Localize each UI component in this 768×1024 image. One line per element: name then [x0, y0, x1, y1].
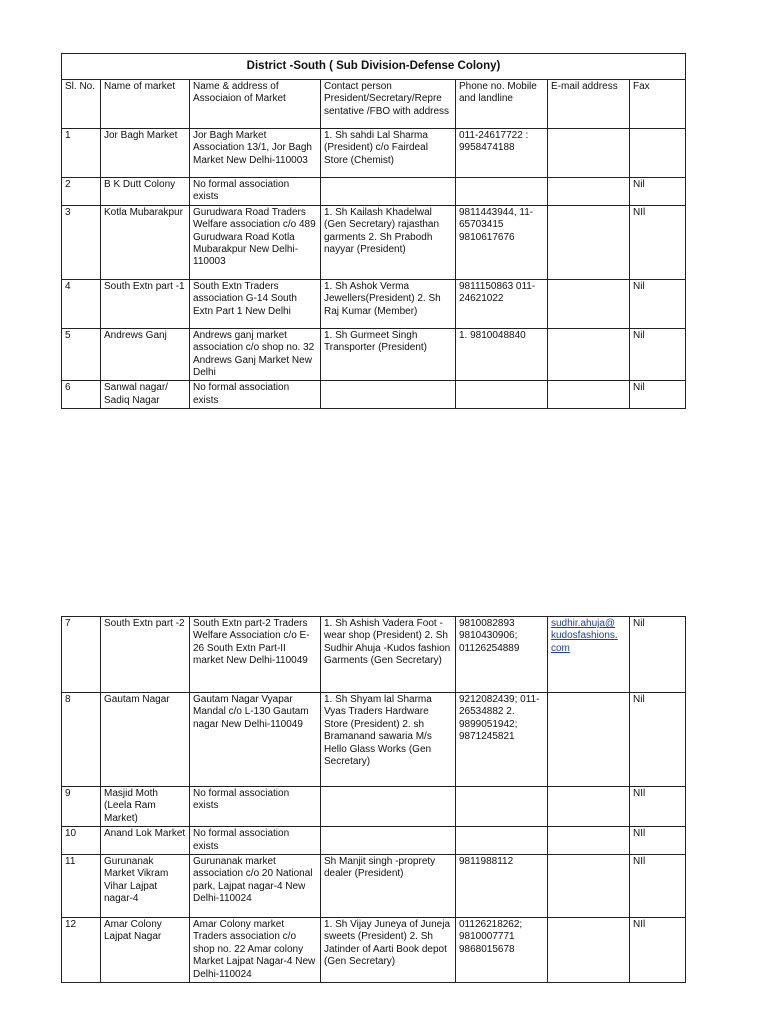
cell-address: Andrews ganj market association c/o shop no. 32 Andrews Ganj Market New Delhi [190, 328, 321, 381]
cell-market: Kotla Mubarakpur [101, 205, 190, 279]
cell-market: Gurunanak Market Vikram Vihar Lajpat nagar-4 [101, 855, 190, 918]
cell-phone: 011-24617722 : 9958474188 [456, 129, 548, 178]
cell-sl: 12 [62, 918, 101, 983]
cell-address: No formal association exists [190, 178, 321, 206]
header-address: Name & address of Associaion of Market [190, 80, 321, 129]
cell-email [548, 328, 630, 381]
cell-fax: Nil [630, 617, 686, 693]
cell-address: Gurunanak market association c/o 20 National park, Lajpat nagar-4 New Delhi-110024 [190, 855, 321, 918]
cell-fax: NIl [630, 827, 686, 855]
cell-contact [321, 381, 456, 409]
header-sl: Sl. No. [62, 80, 101, 129]
cell-contact: 1. Sh sahdi Lal Sharma (President) c/o Fairdeal Store (Chemist) [321, 129, 456, 178]
cell-contact [321, 178, 456, 206]
cell-email [548, 279, 630, 328]
cell-phone: 9811988112 [456, 855, 548, 918]
table-row [62, 918, 686, 983]
cell-phone [456, 381, 548, 409]
cell-email [548, 693, 630, 787]
cell-contact: 1. Sh Vijay Juneya of Juneja sweets (President) 2. Sh Jatinder of Aarti Book depot (Gen Secretary) [321, 918, 456, 983]
table-row [62, 855, 686, 918]
table-row [62, 279, 686, 328]
cell-fax [630, 129, 686, 178]
table-row [62, 328, 686, 381]
document-title: District -South ( Sub Division-Defense Colony) [62, 54, 686, 80]
cell-market: Anand Lok Market [101, 827, 190, 855]
cell-address: South Extn part-2 Traders Welfare Association c/o E-26 South Extn Part-II market New Delhi-110049 [190, 617, 321, 693]
cell-email [548, 381, 630, 409]
cell-fax: Nil [630, 693, 686, 787]
cell-phone [456, 827, 548, 855]
market-table-part-2 [61, 616, 686, 983]
cell-market: South Extn part -1 [101, 279, 190, 328]
cell-email [548, 129, 630, 178]
cell-contact: 1. Sh Ashok Verma Jewellers(President) 2. Sh Raj Kumar (Member) [321, 279, 456, 328]
table-row [62, 381, 686, 409]
email-link[interactable]: sudhir.ahuja@ kudosfashions. com [551, 618, 618, 654]
cell-sl: 7 [62, 617, 101, 693]
cell-email [548, 178, 630, 206]
header-fax: Fax [630, 80, 686, 129]
cell-email [548, 205, 630, 279]
cell-address: No formal association exists [190, 827, 321, 855]
header-phone: Phone no. Mobile and landline [456, 80, 548, 129]
cell-fax: Nil [630, 328, 686, 381]
cell-fax: NIl [630, 205, 686, 279]
table-row [62, 827, 686, 855]
cell-address: No formal association exists [190, 787, 321, 827]
cell-email [548, 918, 630, 983]
cell-sl: 2 [62, 178, 101, 206]
cell-phone: 9212082439; 011-26534882 2. 9899051942; 9871245821 [456, 693, 548, 787]
cell-sl: 1 [62, 129, 101, 178]
header-market: Name of market [101, 80, 190, 129]
header-row [62, 80, 686, 129]
cell-market: B K Dutt Colony [101, 178, 190, 206]
cell-market: Andrews Ganj [101, 328, 190, 381]
cell-address: South Extn Traders association G-14 South Extn Part 1 New Delhi [190, 279, 321, 328]
cell-sl: 6 [62, 381, 101, 409]
cell-address: Gurudwara Road Traders Welfare association c/o 489 Gurudwara Road Kotla Mubarakpur New Delhi-110003 [190, 205, 321, 279]
cell-phone: 9811443944, 11-65703415 9810617676 [456, 205, 548, 279]
market-table-part-1 [61, 53, 686, 409]
cell-fax: Nil [630, 178, 686, 206]
cell-email [548, 827, 630, 855]
cell-contact: Sh Manjit singh -proprety dealer (President) [321, 855, 456, 918]
cell-market: Amar Colony Lajpat Nagar [101, 918, 190, 983]
cell-address: Amar Colony market Traders association c/o shop no. 22 Amar colony Market Lajpat Nagar-4 New Delhi-110024 [190, 918, 321, 983]
cell-contact: 1. Sh Gurmeet Singh Transporter (President) [321, 328, 456, 381]
cell-contact: 1. Sh Shyam lal Sharma Vyas Traders Hardware Store (President) 2. sh Bramanand sawaria M/s Hello Glass Works (Gen Secretary) [321, 693, 456, 787]
cell-contact: 1. Sh Ashish Vadera Foot - wear shop (President) 2. Sh Sudhir Ahuja -Kudos fashion Garments (Gen Secretary) [321, 617, 456, 693]
cell-market: South Extn part -2 [101, 617, 190, 693]
cell-phone [456, 178, 548, 206]
cell-market: Masjid Moth (Leela Ram Market) [101, 787, 190, 827]
cell-fax: NIl [630, 918, 686, 983]
cell-sl: 3 [62, 205, 101, 279]
cell-address: Gautam Nagar Vyapar Mandal c/o L-130 Gautam nagar New Delhi-110049 [190, 693, 321, 787]
cell-phone: 9811150863 011-24621022 [456, 279, 548, 328]
cell-sl: 4 [62, 279, 101, 328]
cell-market: Gautam Nagar [101, 693, 190, 787]
cell-contact [321, 827, 456, 855]
cell-phone: 01126218262; 9810007771 9868015678 [456, 918, 548, 983]
table-row [62, 787, 686, 827]
cell-address: Jor Bagh Market Association 13/1, Jor Bagh Market New Delhi-110003 [190, 129, 321, 178]
cell-fax: NIl [630, 855, 686, 918]
cell-fax: Nil [630, 381, 686, 409]
cell-sl: 11 [62, 855, 101, 918]
header-email: E-mail address [548, 80, 630, 129]
cell-contact: 1. Sh Kailash Khadelwal (Gen Secretary) rajasthan garments 2. Sh Prabodh nayyar (President) [321, 205, 456, 279]
cell-sl: 9 [62, 787, 101, 827]
table-row [62, 178, 686, 206]
table-row [62, 617, 686, 693]
cell-email [548, 617, 630, 693]
cell-email [548, 787, 630, 827]
cell-phone: 9810082893 9810430906; 01126254889 [456, 617, 548, 693]
cell-sl: 5 [62, 328, 101, 381]
cell-fax: NIl [630, 787, 686, 827]
cell-email [548, 855, 630, 918]
cell-market: Sanwal nagar/ Sadiq Nagar [101, 381, 190, 409]
table-row [62, 693, 686, 787]
cell-market: Jor Bagh Market [101, 129, 190, 178]
cell-contact [321, 787, 456, 827]
header-contact: Contact person President/Secretary/Repre sentative /FBO with address [321, 80, 456, 129]
table-row [62, 129, 686, 178]
cell-sl: 10 [62, 827, 101, 855]
cell-address: No formal association exists [190, 381, 321, 409]
cell-sl: 8 [62, 693, 101, 787]
table-row [62, 205, 686, 279]
cell-phone: 1. 9810048840 [456, 328, 548, 381]
cell-fax: Nil [630, 279, 686, 328]
cell-phone [456, 787, 548, 827]
